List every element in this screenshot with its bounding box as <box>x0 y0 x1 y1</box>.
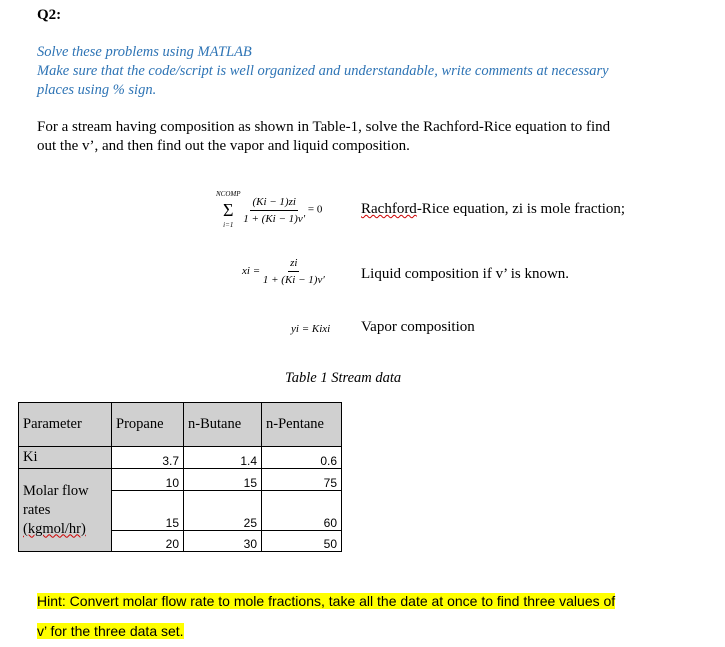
equation-description: Rachford-Rice equation, zi is mole fraction; <box>361 201 626 217</box>
table-row <box>19 447 342 469</box>
vapor-composition-equation: yi = Kixi <box>291 323 331 335</box>
table-cell: 75 <box>262 469 342 491</box>
hint-line: Hint: Convert molar flow rate to mole fractions, take all the date at once to find three values of <box>37 593 616 609</box>
row-label: Ki <box>19 447 112 469</box>
table-header-row <box>19 403 342 447</box>
table-cell: 30 <box>184 531 262 552</box>
table-row <box>19 469 342 491</box>
table-cell: 60 <box>262 491 342 531</box>
table-cell: 50 <box>262 531 342 552</box>
denominator: 1 + (Ki − 1)v′ <box>262 274 325 286</box>
table-cell: 10 <box>112 469 184 491</box>
equation-lhs: xi = <box>242 265 261 278</box>
table-cell: 15 <box>112 491 184 531</box>
header-cell: Propane <box>112 403 184 447</box>
sum-upper-limit: NCOMP <box>216 190 241 198</box>
header-cell: n-Butane <box>184 403 262 447</box>
row-label: Molar flow rates (kgmol/hr) <box>19 469 112 552</box>
problem-line: For a stream having composition as shown in Table-1, solve the Rachford-Rice equation to find <box>37 119 611 135</box>
header-cell: n-Pentane <box>262 403 342 447</box>
table-cell: 3.7 <box>112 447 184 469</box>
liquid-composition-equation <box>242 256 325 287</box>
numerator: zi <box>288 256 299 272</box>
table-cell: 0.6 <box>262 447 342 469</box>
instruction-line: Make sure that the code/script is well organized and understandable, write comments at necessary <box>37 63 609 79</box>
rachford-rice-equation <box>216 190 322 230</box>
question-number: Q2: <box>37 7 62 23</box>
header-cell: Parameter <box>19 403 112 447</box>
stream-data-table <box>18 402 342 552</box>
numerator: (Ki − 1)zi <box>250 195 297 211</box>
equation-description: Liquid composition if v’ is known. <box>361 266 570 282</box>
instruction-line: places using % sign. <box>37 82 157 98</box>
denominator: 1 + (Ki − 1)v′ <box>243 212 306 225</box>
table-cell: 25 <box>184 491 262 531</box>
hint-line: v’ for the three data set. <box>37 623 184 639</box>
table-caption: Table 1 Stream data <box>285 370 402 386</box>
problem-line: out the v’, and then find out the vapor and liquid composition. <box>37 138 410 154</box>
table-cell: 15 <box>184 469 262 491</box>
table-cell: 20 <box>112 531 184 552</box>
equation-rhs: = 0 <box>307 203 323 216</box>
sigma-symbol: Σ <box>223 200 234 220</box>
instruction-line: Solve these problems using MATLAB <box>37 44 252 60</box>
summation <box>216 190 241 230</box>
equation-description: Vapor composition <box>361 319 475 335</box>
sum-lower-limit: i=1 <box>223 221 234 229</box>
table-cell: 1.4 <box>184 447 262 469</box>
